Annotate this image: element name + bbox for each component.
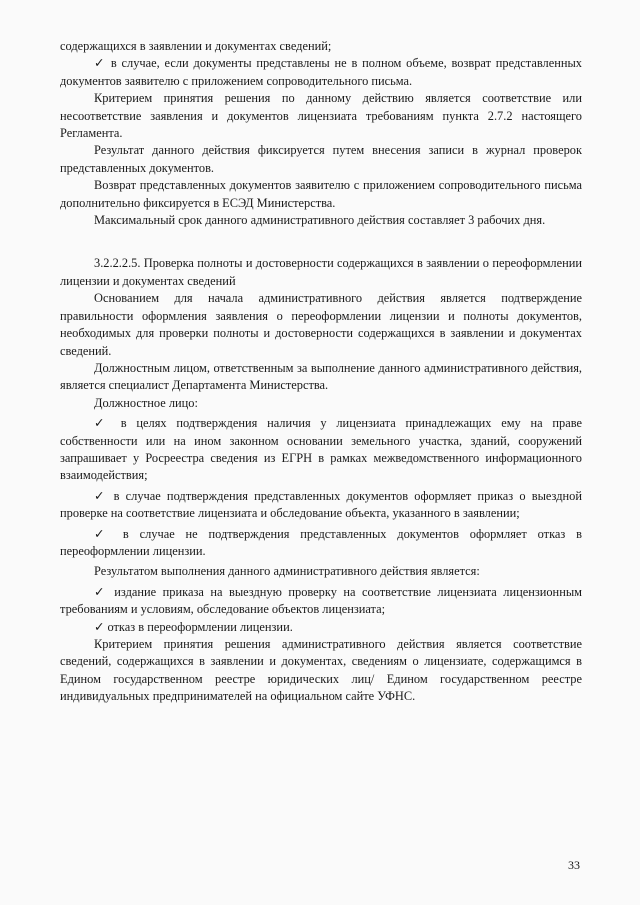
check-item-refusal: ✓ в случае не подтверждения представленных документов оформляет отказ в переоформлении лицензии.	[60, 526, 582, 558]
paragraph-return-record: Возврат представленных документов заявителю с приложением сопроводительного письма дополнительно фиксируется в ЕСЭД Министерства.	[60, 178, 582, 210]
check-item-egrn: ✓ в целях подтверждения наличия у лицензиата принадлежащих ему на праве собственности или на ином законном основании земельного участка, зданий, сооружений запрашивает у Росреестра сведения из ЕГРН в рамках межведомственного информационного взаимодействия;	[60, 416, 582, 483]
paragraph-criterion: Критерием принятия решения по данному действию является соответствие или несоответствие заявления и документов лицензиата требованиям пункта 2.7.2 настоящего Регламента.	[60, 91, 582, 141]
paragraph-official: Должностное лицо:	[94, 395, 198, 410]
paragraph-final-criterion: Критерием принятия решения административного действия является соответствие сведений, содержащихся в заявлении и документах, сведениям о лицензиате, содержащимся в Едином государственном реестре юридических лиц/ Едином государственном реестре индивидуальных предпринимателей на официальном сайте УФНС.	[60, 637, 582, 704]
check-item-refusal-result: ✓ отказ в переоформлении лицензии.	[94, 619, 293, 634]
paragraph-responsible: Должностным лицом, ответственным за выполнение данного административного действия, является специалист Департамента Министерства.	[60, 360, 582, 393]
paragraph-result: Результат данного действия фиксируется путем внесения записи в журнал проверок представленных документов.	[60, 143, 582, 175]
check-item-return: ✓ в случае, если документы представлены не в полном объеме, возврат представленных документов заявителю с приложением сопроводительного письма.	[60, 56, 582, 88]
page-number: 33	[568, 858, 580, 872]
paragraph: содержащихся в заявлении и документах сведений;	[60, 39, 332, 53]
section-heading: 3.2.2.2.5. Проверка полноты и достоверности содержащихся в заявлении о переоформлении лицензии и документах сведений	[60, 256, 582, 288]
paragraph-max-term: Максимальный срок данного административного действия составляет 3 рабочих дня.	[94, 213, 546, 228]
paragraph-basis: Основанием для начала административного действия является подтверждение правильности оформления заявления о переоформлении лицензии и полноты документов, необходимых для проверки полноты и достоверности содержащихся в заявлении и документах сведений.	[60, 291, 582, 358]
check-item-inspection: ✓ издание приказа на выездную проверку на соответствие лицензиата лицензионным требованиям и условиям, обследование объектов лицензиата;	[60, 584, 582, 617]
section-gap	[60, 229, 582, 255]
check-item-order: ✓ в случае подтверждения представленных документов оформляет приказ о выездной проверке на соответствие лицензиата и обследование объекта, указанного в заявлении;	[60, 488, 582, 521]
paragraph-result-intro: Результатом выполнения данного административного действия является:	[94, 564, 480, 579]
